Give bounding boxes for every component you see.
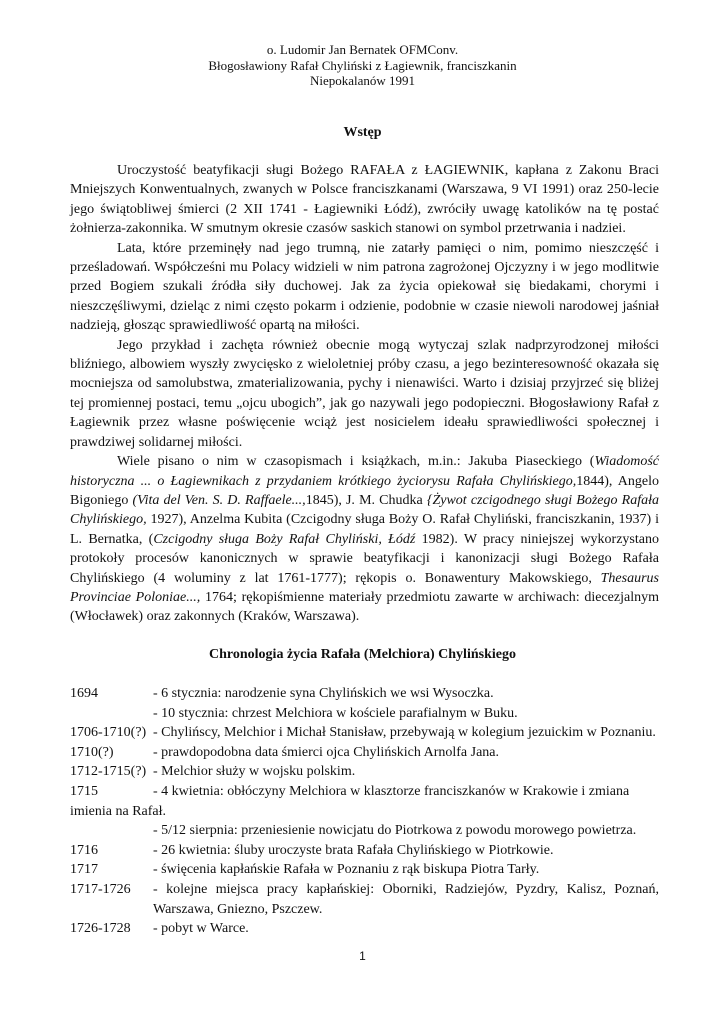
entry-event: - 6 stycznia: narodzenie syna Chylińskich we wsi Wysoczka. (153, 686, 494, 701)
publication-line: Niepokalanów 1991 (309, 73, 416, 88)
chronology-entry (70, 762, 659, 782)
entry-event: - 4 kwietnia: obłóczyny Melchiora w klasztorze franciszkanów w Krakowie i zmiana (153, 783, 630, 799)
chronology-entry (70, 743, 659, 763)
p4-text-6: 1764; rękopiśmienne materiały przedmiotu zawarte w archiwach: diecezjalnym (Włocławek) oraz zakonnych (Kraków, Warszawa). (70, 589, 659, 625)
intro-paragraph-2: Lata, które przeminęły nad jego trumną, nie zatarły pamięci o nim, pomimo nieszczęść i prześladowań. Współcześni mu Polacy widzieli w nim patrona zagrożonej Ojczyzny i w jego modlitwie przed Bogiem szukali źródła siły duchowej. Jak za życia opiekował się biedakami, chorymi i nieszczęśliwymi, dzieląc z nimi często pokarm i odzienie, podobnie w czasie niewoli narodowej jaśniał nadzieją, głosząc sprawiedliwość opartą na miłości. (70, 240, 659, 334)
chronology-entry (70, 704, 659, 724)
entry-event: - Chylińscy, Melchior i Michał Stanisław, przebywają w kolegium jezuickim w Poznaniu. (153, 725, 656, 741)
entry-year (70, 821, 153, 841)
entry-event: - 26 kwietnia: śluby uroczyste brata Rafała Chylińskiego w Piotrkowie. (153, 842, 554, 858)
chronology-entry (70, 782, 659, 802)
p4-italic-1: Wiadomość historyczna ... o Łagiewnikach z przydaniem krótkiego życiorysu Rafała Chylińskiego, (70, 454, 659, 489)
entry-year: 1726-1728 (70, 921, 131, 937)
entry-event: - prawdopodobna data śmierci ojca Chylińskich Arnolfa Jana. (153, 744, 500, 760)
entry-year: 1715 (70, 783, 98, 799)
chronology-title: Chronologia życia Rafała (Melchiora) Chylińskiego (209, 647, 516, 662)
entry-event: - 10 stycznia: chrzest Melchiora w kościele parafialnym w Buku. (153, 705, 518, 721)
intro-paragraph-1: Uroczystość beatyfikacji sługi Bożego RAFAŁA z ŁAGIEWNIK, kapłana z Zakonu Braci Mniejszych Konwentualnych, zwanych w Polsce franciszkanami (Warszawa, 9 VI 1991) oraz 250-lecie jego świątobliwej śmierci (2 XII 1741 - Łagiewniki Łódź), zwróciły uwagę katolików na tę postać żołnierza-zakonnika. W smutnym okresie czasów saskich stanowi on symbol przetrwania i nadziei. (70, 163, 659, 237)
chronology-entry (70, 841, 659, 861)
intro-title: Wstęp (343, 125, 382, 140)
chronology-entry (70, 880, 659, 919)
author-line: o. Ludomir Jan Bernatek OFMConv. (266, 42, 459, 57)
entry-event: - kolejne miejsca pracy kapłańskiej: Oborniki, Radziejów, Pyzdry, Kalisz, Poznań, Warszawa, Gniezno, Pszczew. (153, 881, 659, 917)
intro-paragraph-4 (70, 452, 659, 627)
entry-event: - święcenia kapłańskie Rafała w Poznaniu z rąk biskupa Piotra Tarły. (153, 862, 540, 878)
entry-event: - Melchior służy w wojsku polskim. (153, 764, 356, 780)
p4-text-3: 1845), J. M. Chudka (305, 492, 427, 508)
chronology-entry (70, 919, 659, 939)
page-number: 1 (359, 949, 366, 963)
intro-paragraph-3: Jego przykład i zachęta również obecnie mogą wytyczaj szlak nadprzyrodzonej miłości bliźniego, albowiem wyszły zwycięsko z wieloletniej próby czasu, a jego bezinteresowność okazała się mocniejsza od samolubstwa, zmaterializowania, pychy i nienawiści. Warto i dzisiaj przyjrzeć się bliżej tej promiennej postaci, temu „ojcu ubogich”, jak go nazywali jego podopieczni. Błogosławiony Rafał z Łagiewnik przez własne poświęcenie wciąż jest nosicielem ideału sprawiedliwości społecznej i prawdziwej solidarnej miłości. (70, 337, 659, 450)
entry-year: 1710(?) (70, 744, 114, 760)
entry-event-continuation: imienia na Rafał. (70, 803, 167, 819)
entry-year: 1706-1710(?) (70, 725, 147, 741)
chronology-entry (70, 684, 659, 704)
chronology-entry (70, 821, 659, 841)
p4-text-5: 1982). W pracy niniejszej wykorzystano protokoły procesów kanonicznych w sprawie beatyfikacji i kanonizacji sługi Bożego Rafała Chylińskiego (4 woluminy z lat 1761-1777); rękopis o. Bonawentury Makowskiego, (70, 531, 659, 586)
p4-italic-4: Czcigodny sługa Boży Rafał Chyliński, Łódź (153, 531, 416, 547)
intro-body (70, 161, 659, 627)
chronology-entry (70, 723, 659, 743)
chronology-entry (70, 860, 659, 880)
p4-text-1: Wiele pisano o nim w czasopismach i książkach, m.in.: Jakuba Piaseckiego ( (117, 454, 595, 470)
p4-text-4: 1927), Anzelma Kubita (Czcigodny sługa Boży O. Rafał Chyliński, franciszkanin, 1937) i L. Bernatka, ( (70, 512, 659, 547)
chronology-list (70, 684, 659, 939)
entry-year: 1712-1715(?) (70, 764, 147, 780)
p4-italic-3: {Żywot czcigodnego sługi Bożego Rafała Chylińskiego, (70, 492, 659, 528)
p4-text-2: 1844), Angelo Bigoniego (70, 473, 660, 508)
book-title-line: Błogosławiony Rafał Chyliński z Łagiewnik, franciszkanin (208, 57, 517, 73)
entry-event: - 5/12 sierpnia: przeniesienie nowicjatu do Piotrkowa z powodu morowego powietrza. (153, 823, 637, 839)
p4-italic-5: Thesaurus Provinciae Poloniae..., (70, 570, 659, 605)
entry-year: 1717-1726 (70, 881, 131, 897)
document-header (0, 42, 725, 89)
entry-year: 1694 (70, 686, 98, 701)
entry-year (70, 704, 153, 724)
entry-year: 1716 (70, 842, 98, 858)
p4-italic-2: (Vita del Ven. S. D. Raffaele..., (132, 492, 306, 508)
entry-year: 1717 (70, 862, 98, 878)
entry-event: - pobyt w Warce. (153, 921, 249, 937)
